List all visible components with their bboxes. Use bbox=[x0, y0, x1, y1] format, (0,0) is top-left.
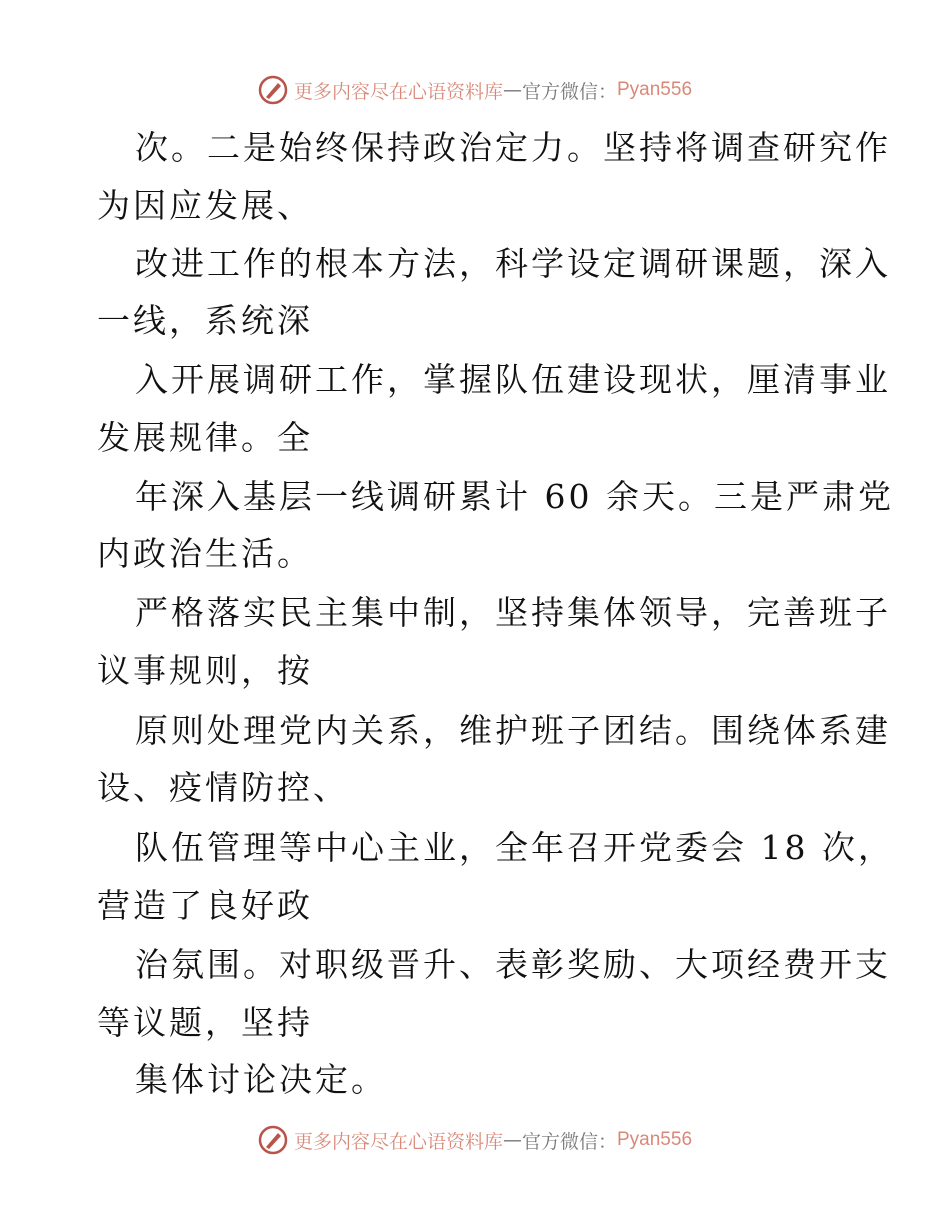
text-line: 等议题，坚持 bbox=[97, 1003, 313, 1042]
text-line: 严格落实民主集中制，坚持集体领导，完善班子 bbox=[135, 593, 891, 632]
text-line: 治氛围。对职级晋升、表彰奖励、大项经费开支 bbox=[135, 945, 891, 984]
text-line: 集体讨论决定。 bbox=[135, 1060, 387, 1099]
footer-site-text: 更多内容尽在心语资料库 bbox=[293, 1130, 503, 1153]
text-line: 年深入基层一线调研累计 60 余天。三是严肃党 bbox=[135, 477, 894, 516]
header-dash: — bbox=[502, 79, 522, 101]
page-footer bbox=[0, 1122, 950, 1158]
header-wechat-label: 官方微信： bbox=[521, 80, 617, 103]
text-line: 队伍管理等中心主业，全年召开党委会 18 次， bbox=[135, 828, 894, 867]
header-wechat-id: Pyan556 bbox=[617, 79, 693, 100]
pen-logo-icon bbox=[258, 75, 288, 105]
text-line: 营造了良好政 bbox=[97, 886, 313, 925]
footer-wechat-id: Pyan556 bbox=[617, 1129, 693, 1150]
text-line: 议事规则，按 bbox=[97, 651, 313, 690]
text-line: 入开展调研工作，掌握队伍建设现状，厘清事业 bbox=[135, 360, 891, 399]
pen-logo-icon bbox=[258, 1125, 288, 1155]
text-line: 设、疫情防控、 bbox=[97, 768, 349, 807]
text-line: 改进工作的根本方法，科学设定调研课题，深入 bbox=[135, 244, 891, 283]
footer-wechat-label: 官方微信： bbox=[521, 1130, 617, 1153]
text-line: 内政治生活。 bbox=[97, 534, 313, 573]
text-line: 一线，系统深 bbox=[97, 301, 313, 340]
text-line: 为因应发展、 bbox=[97, 186, 313, 225]
page-header bbox=[0, 72, 950, 108]
text-line: 发展规律。全 bbox=[97, 418, 313, 457]
text-line: 原则处理党内关系，维护班子团结。围绕体系建 bbox=[135, 711, 891, 750]
footer-dash: — bbox=[502, 1129, 522, 1151]
text-line: 次。二是始终保持政治定力。坚持将调查研究作 bbox=[135, 128, 891, 167]
header-site-text: 更多内容尽在心语资料库 bbox=[293, 80, 503, 103]
